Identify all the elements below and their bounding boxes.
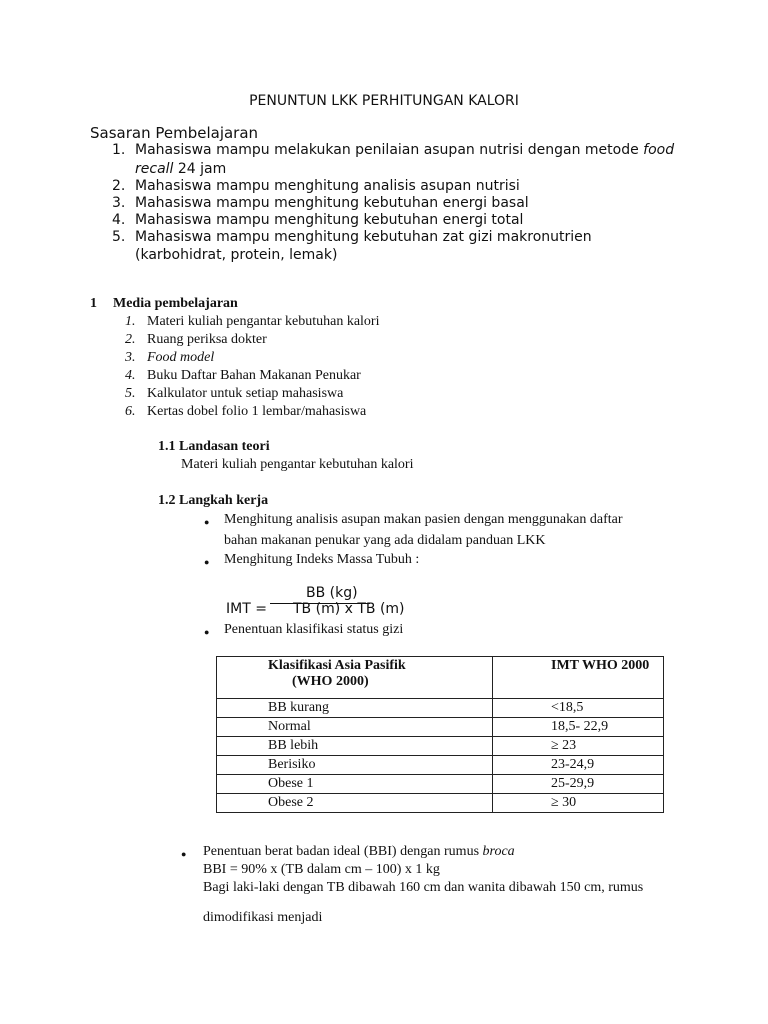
list-number: 5.: [112, 229, 126, 245]
table-row: [217, 794, 664, 813]
table-row: [217, 756, 664, 775]
table-row: [217, 699, 664, 718]
bbi-formula: BBI = 90% x (TB dalam cm – 100) x 1 kg: [203, 862, 440, 877]
list-item: Mahasiswa mampu menghitung kebutuhan energi total: [135, 212, 524, 228]
list-number: 2.: [112, 178, 126, 194]
table-cell: Normal: [217, 718, 493, 737]
table-header-cell: IMT WHO 2000: [493, 657, 664, 699]
formula-numerator: BB (kg): [306, 585, 358, 601]
table-row: [217, 737, 664, 756]
bullet-text: Penentuan klasifikasi status gizi: [224, 622, 404, 637]
list-number: 1.: [125, 314, 136, 329]
table-row: [217, 718, 664, 737]
table-cell: ≥ 30: [493, 794, 664, 813]
list-item: Mahasiswa mampu menghitung analisis asupan nutrisi: [135, 178, 520, 194]
section-heading-sasaran: Sasaran Pembelajaran: [90, 124, 259, 142]
page-title: PENUNTUN LKK PERHITUNGAN KALORI: [249, 93, 519, 109]
list-item-continuation: recall 24 jam: [135, 161, 227, 177]
subsection-heading-langkah: 1.2 Langkah kerja: [158, 493, 269, 508]
table-cell: BB kurang: [217, 699, 493, 718]
table-header-row: [217, 657, 664, 699]
list-item-continuation: (karbohidrat, protein, lemak): [135, 247, 338, 263]
section-number: 1: [90, 296, 97, 311]
bullet-text: Menghitung Indeks Massa Tubuh :: [224, 552, 420, 567]
list-item: Ruang periksa dokter: [147, 332, 267, 347]
section-heading-media: Media pembelajaran: [113, 296, 238, 311]
list-item: Food model: [147, 350, 215, 365]
bullet-text: Menghitung analisis asupan makan pasien dengan menggunakan daftar: [224, 512, 623, 527]
bullet-icon: ●: [204, 557, 210, 567]
table-cell: 25-29,9: [493, 775, 664, 794]
subsection-heading-landasan: 1.1 Landasan teori: [158, 439, 270, 454]
list-number: 3.: [125, 350, 136, 365]
bullet-text-continuation: bahan makanan penukar yang ada didalam panduan LKK: [224, 533, 546, 548]
classification-table: [216, 656, 664, 813]
table-row: [217, 775, 664, 794]
list-item: Mahasiswa mampu melakukan penilaian asupan nutrisi dengan metode food: [135, 142, 675, 158]
list-item: Buku Daftar Bahan Makanan Penukar: [147, 368, 361, 383]
table-header-cell: Klasifikasi Asia Pasifik (WHO 2000): [217, 657, 493, 699]
formula-label: IMT =: [226, 601, 267, 617]
list-number: 4.: [125, 368, 136, 383]
list-item: Kalkulator untuk setiap mahasiswa: [147, 386, 344, 401]
bullet-text: Penentuan berat badan ideal (BBI) dengan rumus broca: [203, 844, 515, 859]
table-cell: BB lebih: [217, 737, 493, 756]
list-item: Materi kuliah pengantar kebutuhan kalori: [147, 314, 380, 329]
table-cell: ≥ 23: [493, 737, 664, 756]
list-number: 4.: [112, 212, 126, 228]
bullet-icon: ●: [204, 627, 210, 637]
table-cell: <18,5: [493, 699, 664, 718]
list-number: 3.: [112, 195, 126, 211]
table-cell: Berisiko: [217, 756, 493, 775]
bullet-icon: ●: [204, 517, 210, 527]
bullet-icon: ●: [181, 849, 187, 859]
formula-denominator: TB (m) x TB (m): [293, 601, 405, 617]
list-item: Mahasiswa mampu menghitung kebutuhan energi basal: [135, 195, 529, 211]
table-cell: Obese 1: [217, 775, 493, 794]
list-item: Mahasiswa mampu menghitung kebutuhan zat gizi makronutrien: [135, 229, 592, 245]
bbi-note: Bagi laki-laki dengan TB dibawah 160 cm dan wanita dibawah 150 cm, rumus: [203, 880, 644, 895]
table-cell: 23-24,9: [493, 756, 664, 775]
list-number: 6.: [125, 404, 136, 419]
landasan-text: Materi kuliah pengantar kebutuhan kalori: [181, 457, 414, 472]
table-cell: Obese 2: [217, 794, 493, 813]
list-item: Kertas dobel folio 1 lembar/mahasiswa: [147, 404, 367, 419]
list-number: 5.: [125, 386, 136, 401]
list-number: 2.: [125, 332, 136, 347]
table-cell: 18,5- 22,9: [493, 718, 664, 737]
list-number: 1.: [112, 142, 126, 158]
bbi-note-continuation: dimodifikasi menjadi: [203, 910, 323, 925]
